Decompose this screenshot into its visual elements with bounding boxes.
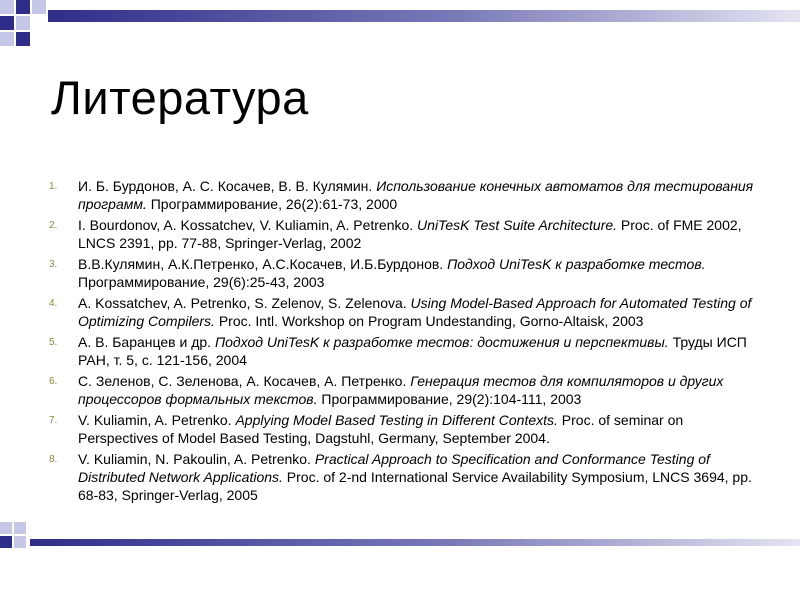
reference-authors: A. Kossatchev, A. Petrenko, S. Zelenov, S. Zelenova. xyxy=(78,295,411,311)
reference-text xyxy=(78,412,683,446)
reference-number: 7. xyxy=(49,415,58,426)
reference-text xyxy=(78,295,751,329)
reference-source: Proc. of 2-nd International Service Availability Symposium, LNCS 3694, pp. 68-83, Springer-Verlag, 2005 xyxy=(78,469,752,503)
reference-title: UniTesK Test Suite Architecture. xyxy=(417,217,618,233)
reference-number: 2. xyxy=(49,220,58,231)
reference-source: Программирование, 29(6):25-43, 2003 xyxy=(78,274,325,290)
reference-source: Proc. of FME 2002, LNCS 2391, pp. 77-88, Springer-Verlag, 2002 xyxy=(78,217,742,251)
reference-number: 4. xyxy=(49,298,58,309)
reference-text xyxy=(78,178,753,212)
reference-number: 3. xyxy=(49,259,58,270)
reference-authors: И. Б. Бурдонов, А. С. Косачев, В. В. Кулямин. xyxy=(78,178,377,194)
reference-item xyxy=(49,256,754,292)
reference-text xyxy=(78,334,747,368)
reference-authors: I. Bourdonov, A. Kossatchev, V. Kuliamin, A. Petrenko. xyxy=(78,217,418,233)
reference-number: 8. xyxy=(49,454,58,465)
top-decoration xyxy=(0,0,800,48)
reference-source: Proc. Intl. Workshop on Program Undestanding, Gorno-Altaisk, 2003 xyxy=(214,313,644,329)
reference-item xyxy=(49,295,754,331)
reference-title: Подход UniTesK к разработке тестов. xyxy=(447,256,706,272)
reference-list xyxy=(49,178,754,508)
reference-text xyxy=(78,256,706,290)
reference-source: Программирование, 29(2):104-111, 2003 xyxy=(317,391,582,407)
reference-source: Программирование, 26(2):61-73, 2000 xyxy=(146,196,398,212)
bottom-decoration xyxy=(0,522,800,552)
reference-text xyxy=(78,451,752,503)
reference-item xyxy=(49,451,754,505)
reference-source: Proc. of seminar on Perspectives of Model Based Testing, Dagstuhl, Germany, September 2004. xyxy=(78,412,684,446)
reference-title: Подход UniTesK к разработке тестов: достижения и перспективы. xyxy=(214,334,669,350)
reference-authors: С. Зеленов, С. Зеленова, А. Косачев, А. Петренко. xyxy=(78,373,411,389)
reference-item xyxy=(49,373,754,409)
reference-text xyxy=(78,373,723,407)
reference-authors: А. В. Баранцев и др. xyxy=(78,334,215,350)
reference-text xyxy=(78,217,742,251)
reference-title: Using Model-Based Approach for Automated Testing of Optimizing Compilers. xyxy=(78,295,752,329)
reference-authors: V. Kuliamin, N. Pakoulin, A. Petrenko. xyxy=(78,451,315,467)
reference-title: Использование конечных автоматов для тестирования программ. xyxy=(78,178,754,212)
reference-item xyxy=(49,412,754,448)
reference-authors: V. Kuliamin, A. Petrenko. xyxy=(78,412,236,428)
reference-number: 1. xyxy=(49,181,58,192)
reference-source: Труды ИСП РАН, т. 5, с. 121-156, 2004 xyxy=(78,334,747,368)
reference-item xyxy=(49,217,754,253)
reference-number: 6. xyxy=(49,376,58,387)
reference-title: Генерация тестов для компиляторов и других процессоров формальных текстов. xyxy=(78,373,724,407)
page-title: Литература xyxy=(51,71,309,124)
reference-authors: В.В.Кулямин, А.К.Петренко, А.С.Косачев, И.Б.Бурдонов. xyxy=(78,256,448,272)
reference-item xyxy=(49,178,754,214)
reference-title: Applying Model Based Testing in Different Contexts. xyxy=(235,412,558,428)
reference-number: 5. xyxy=(49,337,58,348)
reference-title: Practical Approach to Specification and Conformance Testing of Distributed Network Applications. xyxy=(78,451,710,485)
reference-item xyxy=(49,334,754,370)
